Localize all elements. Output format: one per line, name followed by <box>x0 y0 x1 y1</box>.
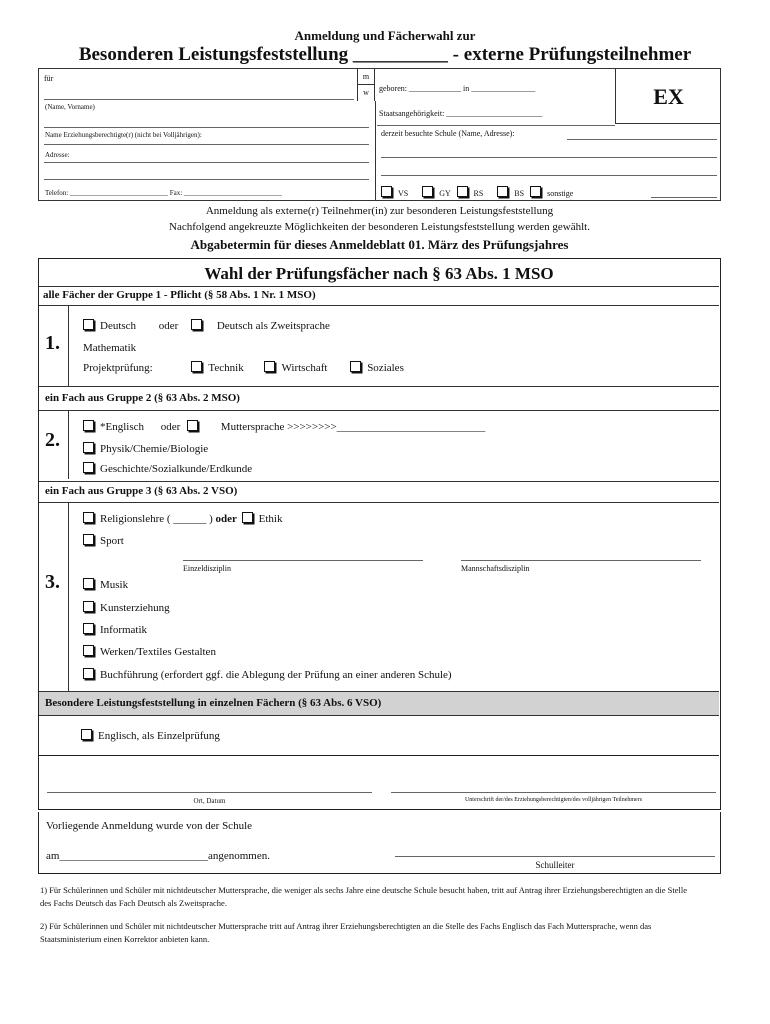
telefon-label: Telefon: ____________________________ Fax: ____________________________ <box>45 189 282 197</box>
name-line[interactable] <box>44 99 354 100</box>
ex-box: EX <box>615 69 721 124</box>
musik-label: Musik <box>100 579 129 591</box>
musik-checkbox[interactable] <box>83 578 94 589</box>
school-line1: Vorliegende Anmeldung wurde von der Schule <box>46 820 253 832</box>
name-label: (Name, Vorname) <box>45 103 95 111</box>
school-types <box>381 186 573 198</box>
group2-row3 <box>83 462 252 475</box>
schulleiter-label: Schulleiter <box>535 860 575 870</box>
sport-checkbox[interactable] <box>83 534 94 545</box>
kunst-checkbox[interactable] <box>83 601 94 612</box>
religion-label: Religionslehre ( ______ ) <box>100 513 213 525</box>
footnote-2: 2) Für Schülerinnen und Schüler mit nichtdeutscher Muttersprache tritt auf Antrag ihrer Erziehungsberechtigten an die Stelle des Fachs Englisch das Fach Muttersprache, wenn das Staatsministerium einen Korrektor anbieten kann. <box>40 921 652 944</box>
muttersprache-label: Muttersprache >>>>>>>>___________________________ <box>220 421 486 433</box>
werken-label: Werken/Textiles Gestalten <box>100 646 216 658</box>
soziales-label: Soziales <box>367 362 404 374</box>
daz-label: Deutsch als Zweitsprache <box>216 320 330 332</box>
group3-row7 <box>83 668 452 681</box>
informatik-label: Informatik <box>100 624 148 636</box>
ethik-label: Ethik <box>258 513 283 525</box>
einzel-label: Einzeldisziplin <box>183 564 231 573</box>
englisch-checkbox[interactable] <box>83 420 94 431</box>
school-line2[interactable]: am___________________________angenommen. <box>46 850 270 862</box>
deutsch-checkbox[interactable] <box>83 319 94 330</box>
informatik-checkbox[interactable] <box>83 623 94 634</box>
einzelpruefung-checkbox[interactable] <box>81 729 92 740</box>
kunst-label: Kunsterziehung <box>100 602 170 614</box>
sonstige-line[interactable] <box>651 197 717 198</box>
group3-header: ein Fach aus Gruppe 3 (§ 63 Abs. 2 VSO) <box>39 481 719 503</box>
unterschrift-line[interactable] <box>391 792 716 793</box>
buchfuehrung-label: Buchführung (erfordert ggf. die Ablegung der Prüfung an einer anderen Schule) <box>100 669 452 681</box>
mannschaft-label: Mannschaftsdisziplin <box>461 564 530 573</box>
technik-checkbox[interactable] <box>191 361 202 372</box>
daz-checkbox[interactable] <box>191 319 202 330</box>
gy-label: GY <box>439 189 451 198</box>
group1-numcol <box>39 306 69 386</box>
adresse-line[interactable] <box>44 162 369 163</box>
group3-row6 <box>83 645 216 658</box>
oder-label-2: oder <box>160 421 181 433</box>
besondere-row <box>81 729 220 742</box>
group3-row5 <box>83 623 147 636</box>
schule-line-3[interactable] <box>381 175 717 176</box>
group1-row1 <box>83 319 330 332</box>
notice-line2: Nachfolgend angekreuzte Möglichkeiten der besonderen Leistungsfeststellung werden gewählt. <box>169 221 590 233</box>
oder-label-3: oder <box>215 513 237 525</box>
technik-label: Technik <box>208 362 244 374</box>
deadline: Abgabetermin für dieses Anmeldeblatt 01. März des Prüfungsjahres <box>190 237 569 252</box>
group1-number: 1. <box>45 332 60 354</box>
bs-checkbox[interactable] <box>497 186 508 197</box>
group1-header: alle Fächer der Gruppe 1 - Pflicht (§ 58 Abs. 1 Nr. 1 MSO) <box>39 286 719 306</box>
wirtschaft-label: Wirtschaft <box>281 362 328 374</box>
fuer-label: für <box>44 74 54 83</box>
physik-label: Physik/Chemie/Biologie <box>100 443 209 455</box>
ethik-checkbox[interactable] <box>242 512 253 523</box>
group3-row1 <box>83 512 282 525</box>
group3-number: 3. <box>45 571 60 593</box>
vs-label: VS <box>398 189 409 198</box>
wahl-title: Wahl der Prüfungsfächer nach § 63 Abs. 1 MSO <box>204 264 554 283</box>
soziales-checkbox[interactable] <box>350 361 361 372</box>
erziehungsberechtigte-label: Name Erziehungsberechtigte(r) (nicht bei Volljährigen): <box>45 131 202 139</box>
group3-numcol <box>39 503 69 691</box>
unterschrift-label: Unterschrift der/des Erziehungsberechtigten/des volljährigen Teilnehmers <box>464 797 643 803</box>
staatsangehoerigkeit-label: Staatsangehörigkeit: ________________________ <box>379 109 543 118</box>
group3-row2 <box>83 534 124 547</box>
sonstige-label: sonstige <box>547 189 574 198</box>
ort-datum-label: Ort, Datum <box>193 797 226 805</box>
mathe-label: Mathematik <box>83 342 137 354</box>
physik-checkbox[interactable] <box>83 442 94 453</box>
buchfuehrung-checkbox[interactable] <box>83 668 94 679</box>
personal-block <box>38 68 721 201</box>
footnote-1: 1) Für Schülerinnen und Schüler mit nichtdeutscher Muttersprache, die weniger als sechs Jahre eine deutsche Schule besucht haben, tritt auf Antrag ihrer Erziehungsberechtigten an die Stelle des Fachs Deutsch das Fach Deutsch als Zweitsprache. <box>40 885 687 908</box>
group2-number: 2. <box>45 429 60 451</box>
divider <box>39 755 719 756</box>
divider <box>44 144 369 145</box>
wirtschaft-checkbox[interactable] <box>264 361 275 372</box>
sport-label: Sport <box>100 535 124 547</box>
projekt-label: Projektprüfung: <box>83 362 153 374</box>
divider <box>377 125 615 126</box>
notice-line1: Anmeldung als externe(r) Teilnehmer(in) zur besonderen Leistungsfeststellung <box>205 205 554 217</box>
geboren-label: geboren: _____________ in ________________ <box>379 84 536 93</box>
gender-m[interactable]: m <box>358 69 374 85</box>
group2-numcol <box>39 411 69 479</box>
werken-checkbox[interactable] <box>83 645 94 656</box>
ort-datum-line[interactable] <box>47 792 372 793</box>
oder-label: oder <box>158 320 179 332</box>
schule-line-2[interactable] <box>381 157 717 158</box>
school-block <box>38 812 721 874</box>
form-title: Besonderen Leistungsfeststellung __________ - externe Prüfungsteilnehmer <box>78 44 692 65</box>
erziehungsberechtigte-line[interactable] <box>44 127 369 128</box>
sonstige-checkbox[interactable] <box>530 186 541 197</box>
einzel-line[interactable] <box>183 560 423 561</box>
englisch-label: *Englisch <box>100 421 144 433</box>
group3-row3 <box>83 578 128 591</box>
adresse-label: Adresse: <box>45 151 70 159</box>
group2-row2 <box>83 442 208 455</box>
gy-checkbox[interactable] <box>422 186 433 197</box>
group3-row4 <box>83 601 170 614</box>
vs-checkbox[interactable] <box>381 186 392 197</box>
group2-header: ein Fach aus Gruppe 2 (§ 63 Abs. 2 MSO) <box>39 386 719 411</box>
group1-row3 <box>83 361 404 374</box>
muttersprache-checkbox[interactable] <box>187 420 198 431</box>
column-divider <box>375 101 376 201</box>
rs-label: RS <box>473 189 484 198</box>
deutsch-label: Deutsch <box>100 320 137 332</box>
schulleiter-line[interactable] <box>395 856 715 857</box>
rs-checkbox[interactable] <box>457 186 468 197</box>
gender-box <box>357 69 375 101</box>
religion-checkbox[interactable] <box>83 512 94 523</box>
gsk-checkbox[interactable] <box>83 462 94 473</box>
form-subtitle: Anmeldung und Fächerwahl zur <box>294 28 476 43</box>
group2-row1 <box>83 420 485 433</box>
gsk-label: Geschichte/Sozialkunde/Erdkunde <box>100 463 253 475</box>
wahl-section <box>38 258 721 810</box>
schule-line[interactable] <box>567 139 717 140</box>
adresse-line-2[interactable] <box>44 179 369 180</box>
bs-label: BS <box>514 189 525 198</box>
derzeit-label: derzeit besuchte Schule (Name, Adresse): <box>381 129 515 138</box>
besondere-header: Besondere Leistungsfeststellung in einzelnen Fächern (§ 63 Abs. 6 VSO) <box>39 691 719 716</box>
gender-w[interactable]: w <box>363 88 369 97</box>
einzelpruefung-label: Englisch, als Einzelprüfung <box>98 730 220 742</box>
mannschaft-line[interactable] <box>461 560 701 561</box>
